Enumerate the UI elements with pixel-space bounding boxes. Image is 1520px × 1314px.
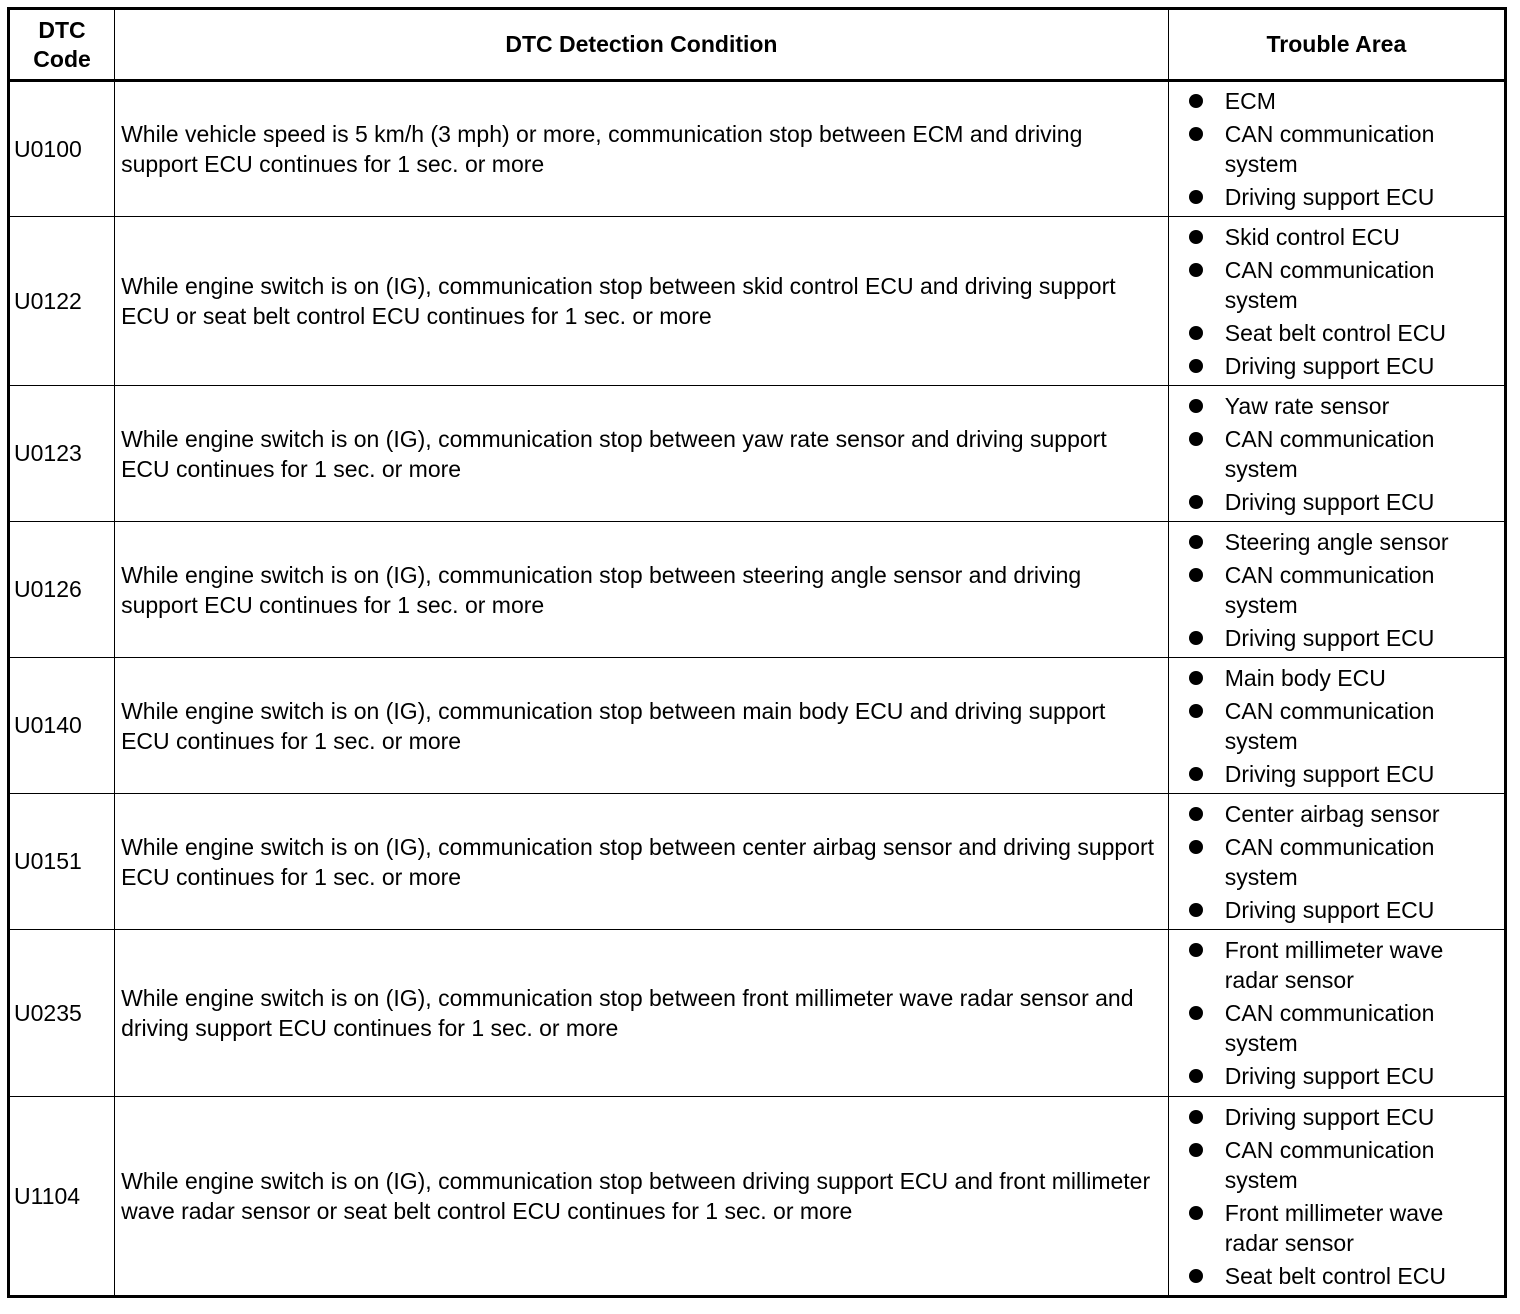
trouble-area-item (1189, 391, 1500, 421)
dtc-code-cell: U0122 (9, 217, 115, 386)
bullet-icon (1189, 1143, 1203, 1157)
trouble-area-text: Main body ECU (1224, 664, 1386, 691)
trouble-area-text: Driving support ECU (1224, 896, 1435, 923)
bullet-icon (1189, 230, 1203, 244)
header-row (9, 9, 1506, 81)
trouble-area-item (1189, 560, 1500, 620)
bullet-icon (1189, 704, 1203, 718)
bullet-icon (1189, 432, 1203, 446)
bullet-icon (1189, 127, 1203, 141)
trouble-area-item (1189, 935, 1500, 995)
trouble-area-cell (1168, 386, 1505, 522)
trouble-area-cell (1168, 658, 1505, 794)
trouble-area-text: Front millimeter wave radar sensor (1224, 1199, 1444, 1256)
table-row (9, 217, 1506, 386)
bullet-icon (1189, 535, 1203, 549)
trouble-area-text: Driving support ECU (1224, 624, 1435, 651)
trouble-area-text: ECM (1224, 88, 1276, 114)
bullet-icon (1189, 1006, 1203, 1020)
trouble-area-list (1189, 935, 1500, 1091)
trouble-area-item (1189, 623, 1500, 653)
trouble-area-cell (1168, 522, 1505, 658)
trouble-area-item (1189, 832, 1500, 892)
bullet-icon (1189, 1069, 1203, 1083)
detection-condition-cell: While engine switch is on (IG), communication stop between driving support ECU and front millimeter wave radar sensor or seat belt control ECU continues for 1 sec. or more (115, 1097, 1169, 1297)
table-row (9, 522, 1506, 658)
trouble-area-item (1189, 255, 1500, 315)
trouble-area-text: Front millimeter wave radar sensor (1224, 937, 1444, 993)
trouble-area-list (1189, 391, 1500, 517)
trouble-area-list (1189, 527, 1500, 653)
trouble-area-text: Driving support ECU (1224, 1103, 1435, 1130)
trouble-area-text: CAN communication system (1224, 697, 1435, 754)
bullet-icon (1189, 190, 1203, 204)
trouble-area-list (1189, 222, 1500, 381)
header-trouble-area: Trouble Area (1168, 9, 1505, 81)
dtc-code-cell: U0123 (9, 386, 115, 522)
trouble-area-item (1189, 998, 1500, 1058)
bullet-icon (1189, 568, 1203, 582)
bullet-icon (1189, 671, 1203, 685)
detection-condition-cell: While vehicle speed is 5 km/h (3 mph) or more, communication stop between ECM and driving support ECU continues for 1 sec. or more (115, 81, 1169, 217)
trouble-area-item (1189, 663, 1500, 693)
trouble-area-list (1189, 799, 1500, 925)
bullet-icon (1189, 94, 1203, 108)
dtc-table (7, 7, 1507, 1298)
dtc-code-cell: U0151 (9, 794, 115, 930)
trouble-area-text: Driving support ECU (1224, 352, 1435, 379)
bullet-icon (1189, 1206, 1203, 1220)
bullet-icon (1189, 943, 1203, 957)
trouble-area-item (1189, 222, 1500, 252)
bullet-icon (1189, 840, 1203, 854)
trouble-area-cell (1168, 81, 1505, 217)
header-dtc-code: DTC Code (9, 9, 115, 81)
trouble-area-item (1189, 487, 1500, 517)
trouble-area-item (1189, 86, 1500, 116)
detection-condition-cell: While engine switch is on (IG), communication stop between center airbag sensor and driving support ECU continues for 1 sec. or more (115, 794, 1169, 930)
trouble-area-item (1189, 799, 1500, 829)
detection-condition-cell: While engine switch is on (IG), communication stop between main body ECU and driving support ECU continues for 1 sec. or more (115, 658, 1169, 794)
bullet-icon (1189, 807, 1203, 821)
table-row (9, 1097, 1506, 1297)
table-body (9, 81, 1506, 1297)
bullet-icon (1189, 1110, 1203, 1124)
bullet-icon (1189, 399, 1203, 413)
detection-condition-cell: While engine switch is on (IG), communication stop between yaw rate sensor and driving support ECU continues for 1 sec. or more (115, 386, 1169, 522)
bullet-icon (1189, 903, 1203, 917)
trouble-area-text: Yaw rate sensor (1224, 392, 1390, 419)
trouble-area-text: Seat belt control ECU (1224, 319, 1446, 346)
table-header (9, 9, 1506, 81)
trouble-area-item (1189, 1135, 1500, 1195)
trouble-area-text: Steering angle sensor (1224, 528, 1449, 555)
trouble-area-text: Driving support ECU (1224, 488, 1435, 515)
trouble-area-item (1189, 1102, 1500, 1132)
trouble-area-text: CAN communication system (1224, 833, 1435, 890)
trouble-area-text: Driving support ECU (1224, 1063, 1435, 1089)
trouble-area-text: CAN communication system (1224, 425, 1435, 482)
detection-condition-cell: While engine switch is on (IG), communication stop between front millimeter wave radar sensor and driving support ECU continues for 1 sec. or more (115, 930, 1169, 1097)
trouble-area-text: CAN communication system (1224, 1136, 1435, 1193)
dtc-code-cell: U1104 (9, 1097, 115, 1297)
detection-condition-cell: While engine switch is on (IG), communication stop between steering angle sensor and driving support ECU continues for 1 sec. or more (115, 522, 1169, 658)
trouble-area-item (1189, 119, 1500, 179)
trouble-area-list (1189, 1102, 1500, 1291)
trouble-area-text: CAN communication system (1224, 1000, 1435, 1056)
trouble-area-text: Center airbag sensor (1224, 800, 1440, 827)
bullet-icon (1189, 767, 1203, 781)
trouble-area-list (1189, 86, 1500, 212)
trouble-area-text: Driving support ECU (1224, 760, 1435, 787)
trouble-area-text: CAN communication system (1224, 121, 1435, 177)
dtc-code-cell: U0235 (9, 930, 115, 1097)
trouble-area-item (1189, 696, 1500, 756)
bullet-icon (1189, 495, 1203, 509)
trouble-area-list (1189, 663, 1500, 789)
table-row (9, 81, 1506, 217)
header-detection-condition: DTC Detection Condition (115, 9, 1169, 81)
bullet-icon (1189, 263, 1203, 277)
table-row (9, 794, 1506, 930)
trouble-area-item (1189, 182, 1500, 212)
detection-condition-cell: While engine switch is on (IG), communication stop between skid control ECU and driving support ECU or seat belt control ECU continues for 1 sec. or more (115, 217, 1169, 386)
table-row (9, 930, 1506, 1097)
trouble-area-item (1189, 351, 1500, 381)
trouble-area-item (1189, 759, 1500, 789)
trouble-area-text: CAN communication system (1224, 561, 1435, 618)
trouble-area-text: Seat belt control ECU (1224, 1262, 1446, 1289)
table-row (9, 386, 1506, 522)
dtc-code-cell: U0100 (9, 81, 115, 217)
trouble-area-cell (1168, 1097, 1505, 1297)
bullet-icon (1189, 326, 1203, 340)
table-row (9, 658, 1506, 794)
trouble-area-item (1189, 895, 1500, 925)
trouble-area-text: CAN communication system (1224, 256, 1435, 313)
bullet-icon (1189, 1269, 1203, 1283)
trouble-area-item (1189, 527, 1500, 557)
bullet-icon (1189, 359, 1203, 373)
trouble-area-item (1189, 424, 1500, 484)
dtc-code-cell: U0126 (9, 522, 115, 658)
trouble-area-cell (1168, 217, 1505, 386)
trouble-area-item (1189, 318, 1500, 348)
trouble-area-item (1189, 1061, 1500, 1091)
trouble-area-text: Skid control ECU (1224, 223, 1400, 250)
trouble-area-item (1189, 1261, 1500, 1291)
trouble-area-cell (1168, 794, 1505, 930)
trouble-area-item (1189, 1198, 1500, 1258)
trouble-area-cell (1168, 930, 1505, 1097)
trouble-area-text: Driving support ECU (1224, 184, 1435, 210)
bullet-icon (1189, 631, 1203, 645)
dtc-code-cell: U0140 (9, 658, 115, 794)
